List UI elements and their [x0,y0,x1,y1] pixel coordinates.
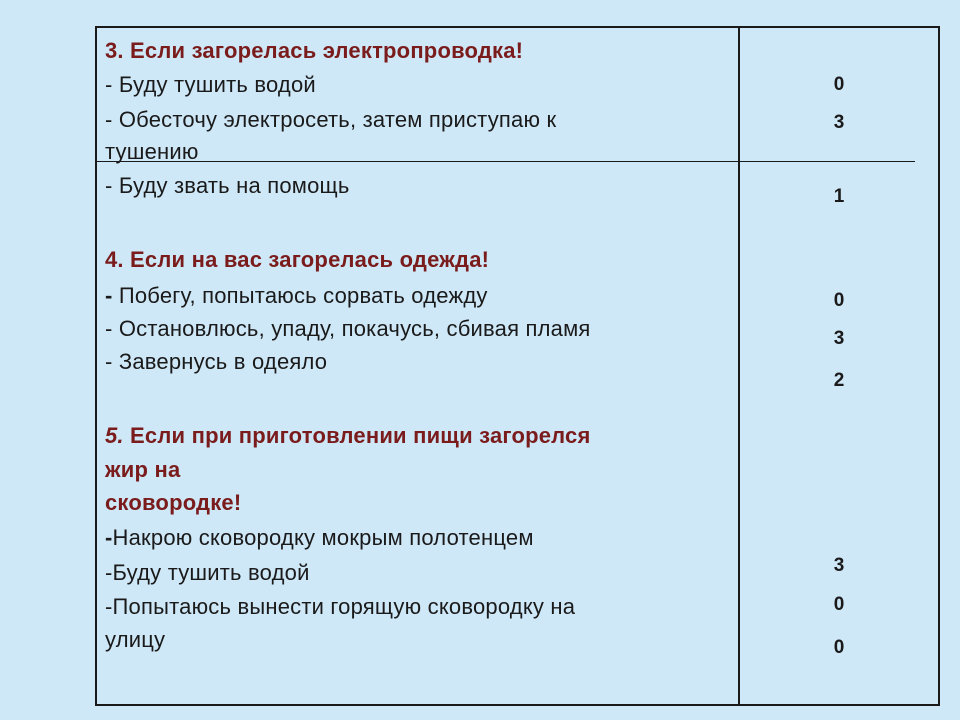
question-5-title-line-1 [105,423,591,449]
row-divider [97,161,915,162]
question-4-option-3: - Завернусь в одеяло [105,349,328,374]
question-4-title [105,247,489,273]
question-5-option-1-dash: - [105,525,113,550]
question-4-score-1: 0 [833,290,845,311]
question-5-option-1-text: Накрою сковородку мокрым полотенцем [112,525,534,550]
question-4-option-1-text: Побегу, попытаюсь сорвать одежду [112,283,488,308]
question-5-option-3-line-2: улицу [105,627,166,652]
question-3-option-2-line-1: - Обесточу электросеть, затем приступаю к [105,107,557,132]
question-4-option-1-dash: - [105,283,113,308]
question-3-option-1: - Буду тушить водой [105,72,316,97]
question-5-title-line-2: жир на [105,457,181,482]
question-4-option-1 [105,283,488,309]
question-4-score-2: 3 [833,328,845,349]
question-3-score-3: 1 [833,186,845,207]
question-3-score-1: 0 [833,74,845,95]
question-4-option-2: - Остановлюсь, упаду, покачусь, сбивая пламя [105,316,591,341]
question-5-text: Если при приготовлении пищи загорелся [123,423,591,448]
question-5-score-2: 0 [833,594,845,615]
question-3-score-2: 3 [833,112,845,133]
question-5-option-1 [105,525,534,551]
question-5-option-3-line-1: -Попытаюсь вынести горящую сковородку на [105,594,576,619]
question-4-text: Если на вас загорелась одежда! [123,247,490,272]
question-5-number: 5. [105,423,124,448]
question-4-score-3: 2 [833,370,845,391]
quiz-table [95,26,940,706]
question-3-option-2-line-2: тушению [105,139,199,164]
question-4-number: 4. [105,247,124,272]
question-5-score-1: 3 [833,555,845,576]
question-5-option-2: -Буду тушить водой [105,560,310,585]
question-3-text: Если загорелась электропроводка! [123,38,524,63]
question-3-title [105,38,523,64]
question-3-option-3: - Буду звать на помощь [105,173,350,198]
question-5-score-3: 0 [833,637,845,658]
question-3-number: 3. [105,38,124,63]
column-divider [738,28,740,704]
question-5-title-line-3: сковородке! [105,490,242,515]
